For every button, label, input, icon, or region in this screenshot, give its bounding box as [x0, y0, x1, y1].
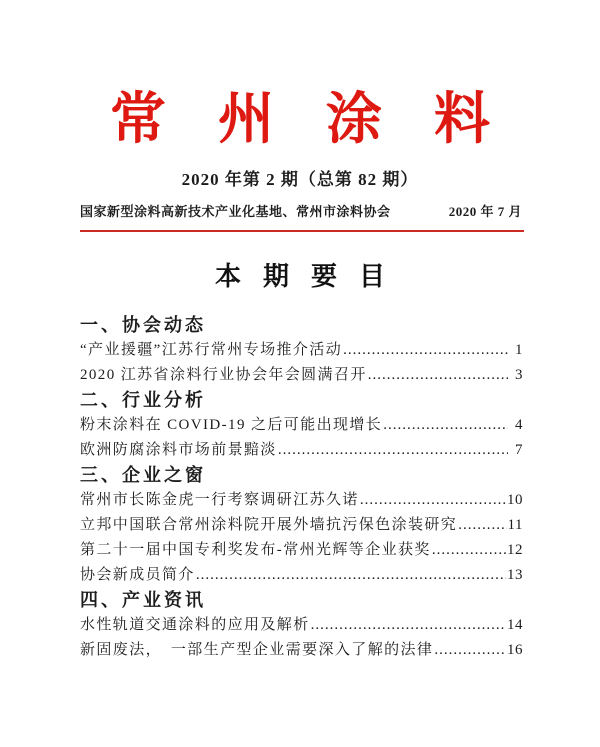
toc-entry [80, 538, 523, 563]
toc-entry-title: 新固废法， 一部生产型企业需要深入了解的法律 [80, 642, 434, 658]
dot-leader [311, 613, 506, 638]
toc-entry [80, 488, 523, 513]
toc-section-heading: 一、协会动态 [80, 315, 206, 335]
dot-leader [278, 438, 508, 463]
toc-section-heading: 二、行业分析 [80, 390, 206, 410]
toc-sections [80, 313, 523, 663]
toc-entry-title: 常州市长陈金虎一行考察调研江苏久诺 [80, 492, 359, 508]
toc-entry-page: 10 [507, 492, 523, 508]
dot-leader [343, 338, 508, 363]
toc-entry [80, 613, 523, 638]
dot-leader [368, 363, 508, 388]
toc-entry [80, 363, 523, 388]
toc-entry-title: 第二十一届中国专利奖发布-常州光辉等企业获奖 [80, 542, 431, 558]
dot-leader [360, 488, 506, 513]
issue-number-line: 2020 年第 2 期（总第 82 期） [181, 170, 419, 189]
toc-entry-page: 12 [507, 542, 523, 558]
toc-section-heading: 三、企业之窗 [80, 465, 206, 485]
issue-date: 2020 年 7 月 [448, 204, 522, 219]
toc-entry-title: “产业援疆”江苏行常州专场推介活动 [80, 342, 343, 358]
toc-entry [80, 563, 523, 588]
dot-leader [196, 563, 506, 588]
toc-entry-page: 11 [507, 517, 523, 533]
dot-leader [383, 413, 508, 438]
toc-entry [80, 438, 523, 463]
toc-entry-page: 16 [507, 642, 523, 658]
toc-title: 本期要目 [214, 261, 407, 291]
toc-entry-page: 14 [507, 617, 523, 633]
toc-entry-page: 1 [515, 342, 523, 358]
dot-leader [458, 513, 506, 538]
toc-entry-title: 粉末涂料在 COVID-19 之后可能出现增长 [80, 417, 383, 433]
masthead [0, 0, 600, 232]
toc-entry-title: 水性轨道交通涂料的应用及解析 [80, 617, 310, 633]
toc-entry [80, 513, 523, 538]
dot-leader [434, 638, 506, 663]
toc-entry-title: 立邦中国联合常州涂料院开展外墙抗污保色涂装研究 [80, 517, 458, 533]
toc-entry-title: 欧洲防腐涂料市场前景黯淡 [80, 442, 277, 458]
toc-entry-page: 4 [515, 417, 523, 433]
toc-entry [80, 338, 523, 363]
toc-entry-page: 7 [515, 442, 523, 458]
header-rule [80, 230, 524, 232]
publisher-name: 国家新型涂料高新技术产业化基地、常州市涂料协会 [80, 204, 391, 219]
toc-entry [80, 413, 523, 438]
toc-entry-title: 2020 江苏省涂料行业协会年会圆满召开 [80, 367, 367, 383]
toc-entry-page: 13 [507, 567, 523, 583]
toc-entry-page: 3 [515, 367, 523, 383]
toc-entry-title: 协会新成员简介 [80, 567, 195, 583]
publisher-row [80, 202, 522, 222]
dot-leader [432, 538, 506, 563]
journal-title: 常州涂料 [110, 89, 542, 151]
toc-entry [80, 638, 523, 663]
toc-section-heading: 四、产业资讯 [80, 590, 206, 610]
